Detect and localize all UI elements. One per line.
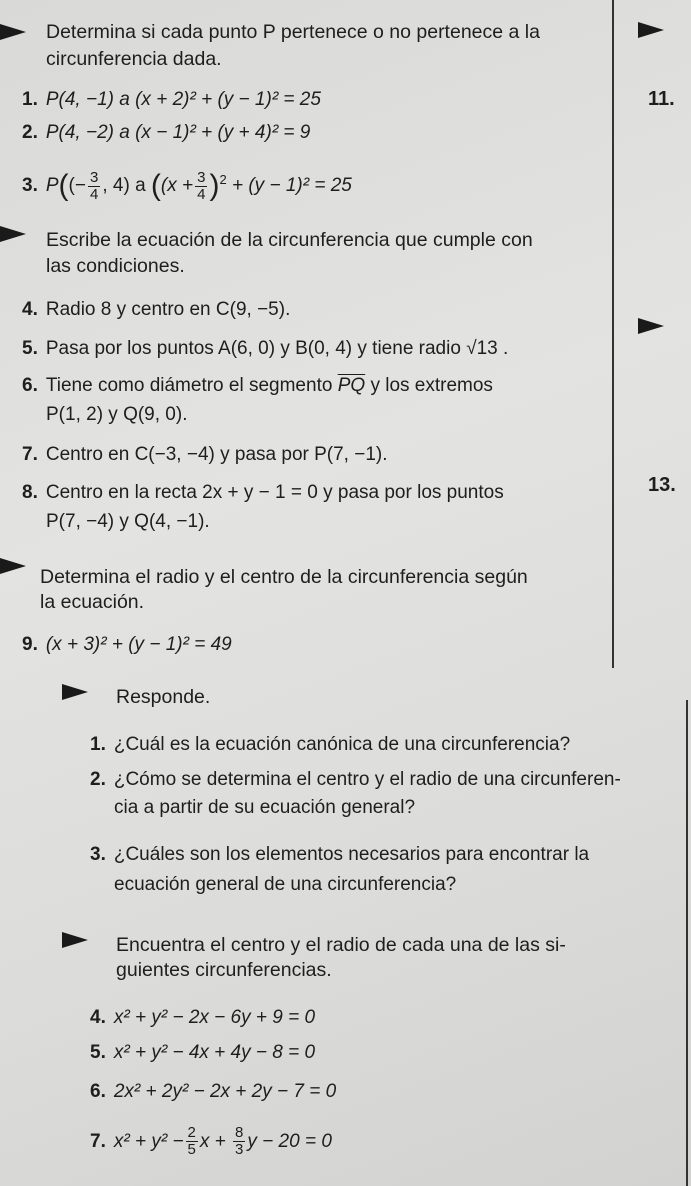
item-text: ¿Cómo se determina el centro y el radio de una circunferen-	[113, 769, 621, 790]
item-5	[22, 337, 508, 361]
text-part: x +	[199, 1131, 226, 1152]
fraction	[195, 170, 207, 203]
item-text: 2x² + 2y² − 2x + 2y − 7 = 0	[113, 1081, 337, 1102]
item-number: 7.	[22, 444, 38, 465]
item-text: Centro en C(−3, −4) y pasa por P(7, −1).	[45, 444, 388, 465]
item-number: 5.	[22, 338, 38, 359]
column-divider-lower	[686, 700, 688, 1186]
question-1	[90, 733, 570, 757]
text-part: y − 20 = 0	[247, 1131, 332, 1152]
item-6-line2: P(1, 2) y Q(9, 0).	[46, 404, 188, 425]
equation-5	[90, 1041, 315, 1065]
equation-7	[90, 1124, 332, 1160]
triangle-marker-icon	[62, 684, 88, 700]
item-text: (x + 3)² + (y − 1)² = 49	[45, 634, 232, 655]
section3-heading-line2: la ecuación.	[40, 591, 145, 613]
text-part: , 4)	[102, 175, 130, 197]
denominator: 4	[89, 185, 99, 203]
triangle-marker-icon	[0, 226, 26, 242]
numerator: 3	[89, 168, 99, 186]
column-divider	[612, 0, 614, 668]
denominator: 3	[235, 1141, 244, 1159]
equation-4	[90, 1006, 315, 1030]
item-number: 4.	[90, 1007, 106, 1028]
item-text: ¿Cuál es la ecuación canónica de una circunferencia?	[113, 734, 571, 755]
item-text: Tiene como diámetro el segmento	[45, 375, 333, 396]
item-6	[22, 374, 493, 398]
point-label: P	[45, 175, 59, 197]
triangle-marker-icon	[638, 22, 664, 38]
item-number: 2.	[90, 769, 106, 790]
triangle-marker-icon	[0, 558, 26, 574]
item-text: x² + y² − 4x + 4y − 8 = 0	[113, 1042, 316, 1063]
exponent: 2	[219, 172, 227, 187]
question-3	[90, 843, 589, 867]
item-number: 3.	[90, 844, 106, 865]
item-1	[22, 88, 321, 112]
item-number: 6.	[22, 375, 38, 396]
exercise-number-13: 13.	[648, 474, 676, 496]
text-part: x² + y² −	[113, 1131, 184, 1152]
section4-heading: Responde.	[116, 686, 211, 708]
text-part: (x +	[160, 175, 194, 197]
item-number: 3.	[22, 175, 38, 197]
item-2	[22, 121, 310, 145]
section5-heading-line1: Encuentra el centro y el radio de cada una de las si-	[116, 934, 566, 956]
question-2-line2: cia a partir de su ecuación general?	[114, 797, 416, 818]
equation-6	[90, 1080, 336, 1104]
question-3-line2: ecuación general de una circunferencia?	[114, 874, 457, 895]
item-text: x² + y² − 2x − 6y + 9 = 0	[113, 1007, 316, 1028]
item-3: 3. P((− $\frac{3}{4}$ , 4) a ((x + $\frac{3}{4}$ )$^2$ + (y − 1)² = 25	[22, 168, 352, 203]
item-number: 9.	[22, 634, 38, 655]
item-text: Pasa por los puntos A(6, 0) y B(0, 4) y tiene radio √13 .	[45, 338, 509, 359]
fraction	[233, 1125, 245, 1158]
item-text: Radio 8 y centro en C(9, −5).	[45, 299, 291, 320]
text-part: + (y − 1)² = 25	[231, 175, 352, 197]
item-text: ¿Cuáles son los elementos necesarios para encontrar la	[113, 844, 590, 865]
numerator: 3	[197, 168, 206, 186]
item-text: y los extremos	[370, 375, 493, 396]
denominator: 4	[197, 185, 206, 203]
item-number: 1.	[22, 89, 38, 110]
item-number: 6.	[90, 1081, 106, 1102]
section5-heading-line2: guientes circunferencias.	[116, 959, 332, 981]
item-8	[22, 481, 504, 505]
item-number: 8.	[22, 482, 38, 503]
item-text: Centro en la recta 2x + y − 1 = 0 y pasa por los puntos	[45, 482, 504, 503]
triangle-marker-icon	[0, 24, 26, 40]
exercise-number-11: 11.	[648, 88, 675, 110]
question-2	[90, 768, 621, 792]
item-4	[22, 298, 290, 322]
fraction	[186, 1125, 198, 1158]
triangle-marker-icon	[638, 318, 664, 334]
text-part: a	[135, 175, 146, 197]
item-number: 1.	[90, 734, 106, 755]
section2-heading-line2: las condiciones.	[46, 255, 185, 277]
section3-heading-line1: Determina el radio y el centro de la circunferencia según	[40, 566, 528, 588]
item-number: 5.	[90, 1042, 106, 1063]
item-8-line2: P(7, −4) y Q(4, −1).	[46, 511, 210, 532]
item-number: 2.	[22, 122, 38, 143]
segment-label: $\overline{PQ}$	[337, 375, 366, 396]
section1-heading-line2: circunferencia dada.	[46, 48, 222, 70]
item-text: P(4, −1) a (x + 2)² + (y − 1)² = 25	[45, 89, 321, 110]
item-7	[22, 443, 388, 467]
section2-heading-line1: Escribe la ecuación de la circunferencia que cumple con	[46, 229, 533, 251]
numerator: 8	[235, 1124, 244, 1142]
text-part: (−	[68, 175, 86, 197]
item-9	[22, 633, 232, 657]
item-number: 4.	[22, 299, 38, 320]
numerator: 2	[187, 1124, 196, 1142]
triangle-marker-icon	[62, 932, 88, 948]
item-number: 7.	[90, 1131, 106, 1152]
fraction	[88, 170, 100, 203]
item-text: P(4, −2) a (x − 1)² + (y + 4)² = 9	[45, 122, 311, 143]
denominator: 5	[187, 1141, 196, 1159]
section1-heading-line1: Determina si cada punto P pertenece o no pertenece a la	[46, 21, 540, 43]
